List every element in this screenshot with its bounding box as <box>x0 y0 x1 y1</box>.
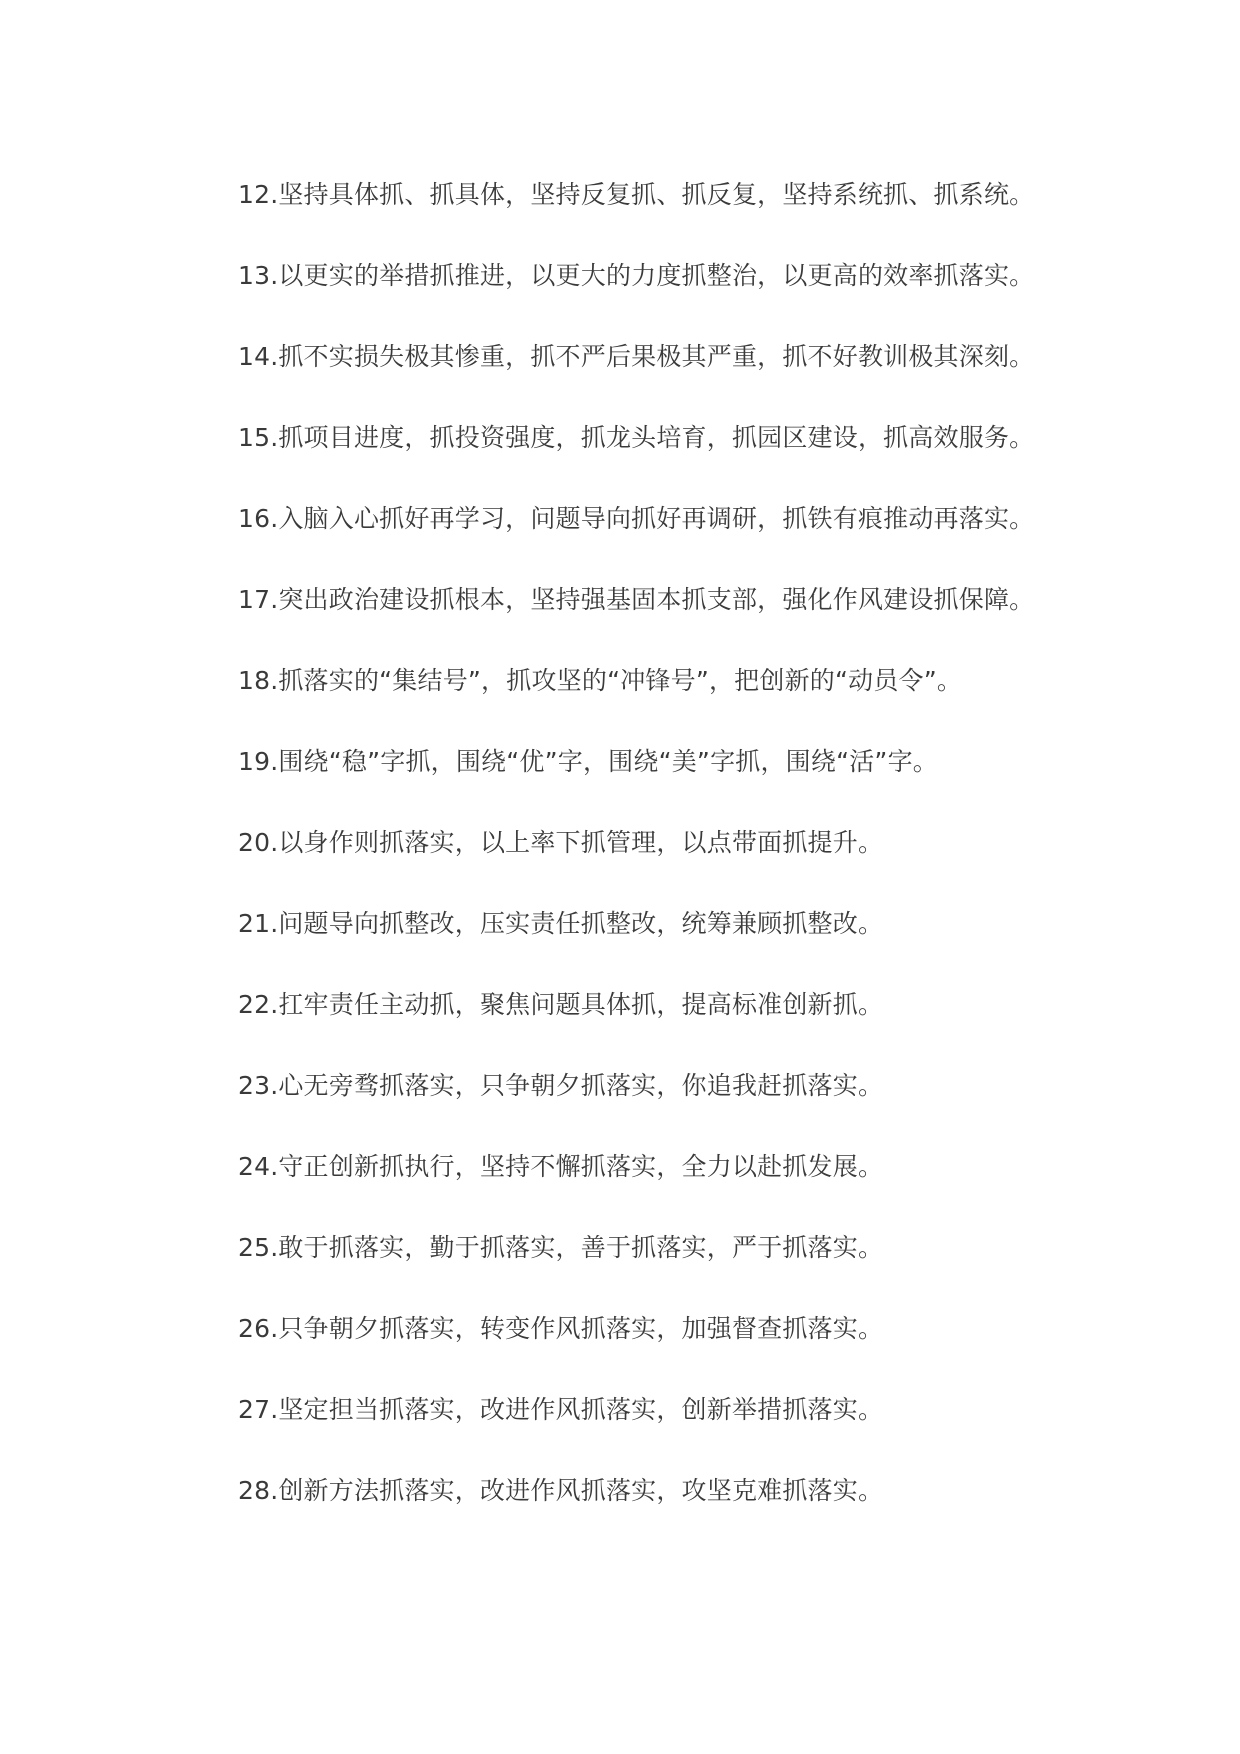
list-item: 14.抓不实损失极其惨重，抓不严后果极其严重，抓不好教训极其深刻。 <box>238 342 1035 371</box>
list-item: 16.入脑入心抓好再学习，问题导向抓好再调研，抓铁有痕推动再落实。 <box>238 504 1035 533</box>
list-item: 13.以更实的举措抓推进，以更大的力度抓整治，以更高的效率抓落实。 <box>238 261 1035 290</box>
list-item: 15.抓项目进度，抓投资强度，抓龙头培育，抓园区建设，抓高效服务。 <box>238 423 1035 452</box>
list-item: 21.问题导向抓整改，压实责任抓整改，统筹兼顾抓整改。 <box>238 909 884 938</box>
list-item: 12.坚持具体抓、抓具体，坚持反复抓、抓反复，坚持系统抓、抓系统。 <box>238 180 1035 209</box>
list-item: 23.心无旁骛抓落实，只争朝夕抓落实，你追我赶抓落实。 <box>238 1071 884 1100</box>
list-item: 17.突出政治建设抓根本，坚持强基固本抓支部，强化作风建设抓保障。 <box>238 585 1035 614</box>
list-item: 20.以身作则抓落实，以上率下抓管理，以点带面抓提升。 <box>238 828 884 857</box>
list-item: 24.守正创新抓执行，坚持不懈抓落实，全力以赴抓发展。 <box>238 1152 884 1181</box>
list-item: 25.敢于抓落实，勤于抓落实，善于抓落实，严于抓落实。 <box>238 1233 884 1262</box>
list-item: 19.围绕“稳”字抓，围绕“优”字，围绕“美”字抓，围绕“活”字。 <box>238 747 938 776</box>
list-item: 18.抓落实的“集结号”，抓攻坚的“冲锋号”，把创新的“动员令”。 <box>238 666 963 695</box>
list-item: 22.扛牢责任主动抓，聚焦问题具体抓，提高标准创新抓。 <box>238 990 884 1019</box>
list-item: 28.创新方法抓落实，改进作风抓落实，攻坚克难抓落实。 <box>238 1476 884 1505</box>
list-item: 27.坚定担当抓落实，改进作风抓落实，创新举措抓落实。 <box>238 1395 884 1424</box>
list-item: 26.只争朝夕抓落实，转变作风抓落实，加强督查抓落实。 <box>238 1314 884 1343</box>
numbered-list <box>238 170 1198 1547</box>
